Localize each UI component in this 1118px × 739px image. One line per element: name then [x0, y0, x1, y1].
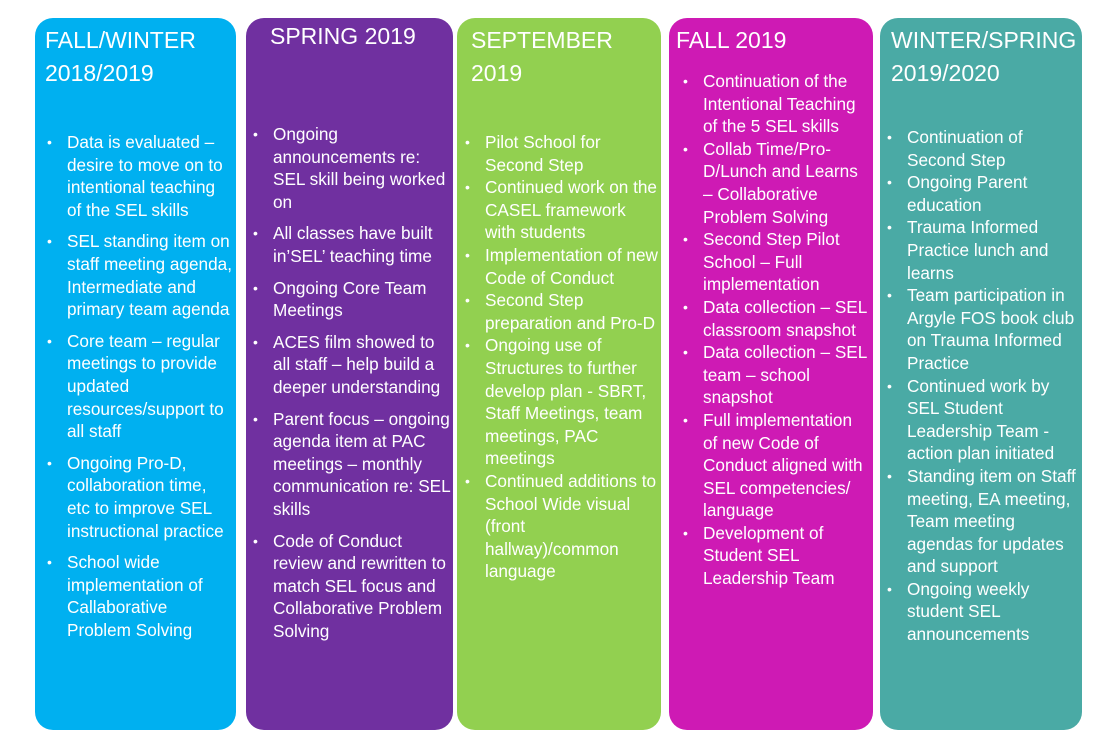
- list-item: • Full implementation of new Code of Conduct aligned with SEL competencies/ language: [681, 409, 871, 522]
- column-item-list: [45, 131, 234, 650]
- list-item: • Team participation in Argyle FOS book club on Trauma Informed Practice: [885, 284, 1080, 374]
- list-item: • ACES film showed to all staff – help build a deeper understanding: [251, 331, 451, 399]
- timeline-column-september-2019: [457, 18, 661, 730]
- list-item: • Pilot School for Second Step: [463, 131, 659, 176]
- column-item-list: [885, 126, 1080, 646]
- list-item: • Development of Student SEL Leadership Team: [681, 522, 871, 590]
- list-item: • Code of Conduct review and rewritten to match SEL focus and Collaborative Problem Solving: [251, 530, 451, 643]
- list-item: • Data collection – SEL classroom snapshot: [681, 296, 871, 341]
- timeline-column-winter-spring-2019-2020: [880, 18, 1082, 730]
- column-item-list: [681, 70, 871, 590]
- list-item: • School wide implementation of Callaborative Problem Solving: [45, 551, 234, 641]
- column-item-list: [463, 131, 659, 583]
- list-item: • Data is evaluated – desire to move on to intentional teaching of the SEL skills: [45, 131, 234, 221]
- list-item: • Second Step Pilot School – Full implementation: [681, 228, 871, 296]
- column-title: SEPTEMBER 2019: [471, 27, 613, 86]
- list-item: • Ongoing Core Team Meetings: [251, 277, 451, 322]
- column-title: SPRING 2019: [270, 23, 416, 49]
- list-item: • Standing item on Staff meeting, EA meeting, Team meeting agendas for updates and support: [885, 465, 1080, 578]
- list-item: • All classes have built in’SEL’ teaching time: [251, 222, 451, 267]
- list-item: • Trauma Informed Practice lunch and learns: [885, 216, 1080, 284]
- column-title: FALL 2019: [676, 27, 787, 53]
- list-item: • Ongoing announcements re: SEL skill being worked on: [251, 123, 451, 213]
- list-item: • Continuation of the Intentional Teaching of the 5 SEL skills: [681, 70, 871, 138]
- list-item: • Ongoing Parent education: [885, 171, 1080, 216]
- list-item: • Continued work by SEL Student Leadership Team - action plan initiated: [885, 375, 1080, 465]
- list-item: • SEL standing item on staff meeting agenda, Intermediate and primary team agenda: [45, 230, 234, 320]
- column-title: FALL/WINTER 2018/2019: [45, 27, 196, 86]
- list-item: • Core team – regular meetings to provide updated resources/support to all staff: [45, 330, 234, 443]
- column-title: WINTER/SPRING 2019/2020: [891, 27, 1077, 86]
- column-item-list: [251, 123, 451, 651]
- list-item: • Continued additions to School Wide visual (front hallway)/common language: [463, 470, 659, 583]
- list-item: • Data collection – SEL team – school snapshot: [681, 341, 871, 409]
- list-item: • Ongoing Pro-D, collaboration time, etc to improve SEL instructional practice: [45, 452, 234, 542]
- list-item: • Parent focus – ongoing agenda item at PAC meetings – monthly communication re: SEL skills: [251, 408, 451, 521]
- list-item: • Second Step preparation and Pro-D: [463, 289, 659, 334]
- list-item: • Continued work on the CASEL framework with students: [463, 176, 659, 244]
- timeline-column-fall-2019: [669, 18, 873, 730]
- list-item: • Collab Time/Pro-D/Lunch and Learns – Collaborative Problem Solving: [681, 138, 871, 228]
- list-item: • Ongoing use of Structures to further develop plan - SBRT, Staff Meetings, team meetings, PAC meetings: [463, 334, 659, 470]
- list-item: • Continuation of Second Step: [885, 126, 1080, 171]
- timeline-column-fall-winter-2018-2019: [35, 18, 236, 730]
- list-item: • Implementation of new Code of Conduct: [463, 244, 659, 289]
- timeline-column-spring-2019: [246, 18, 453, 730]
- list-item: • Ongoing weekly student SEL announcements: [885, 578, 1080, 646]
